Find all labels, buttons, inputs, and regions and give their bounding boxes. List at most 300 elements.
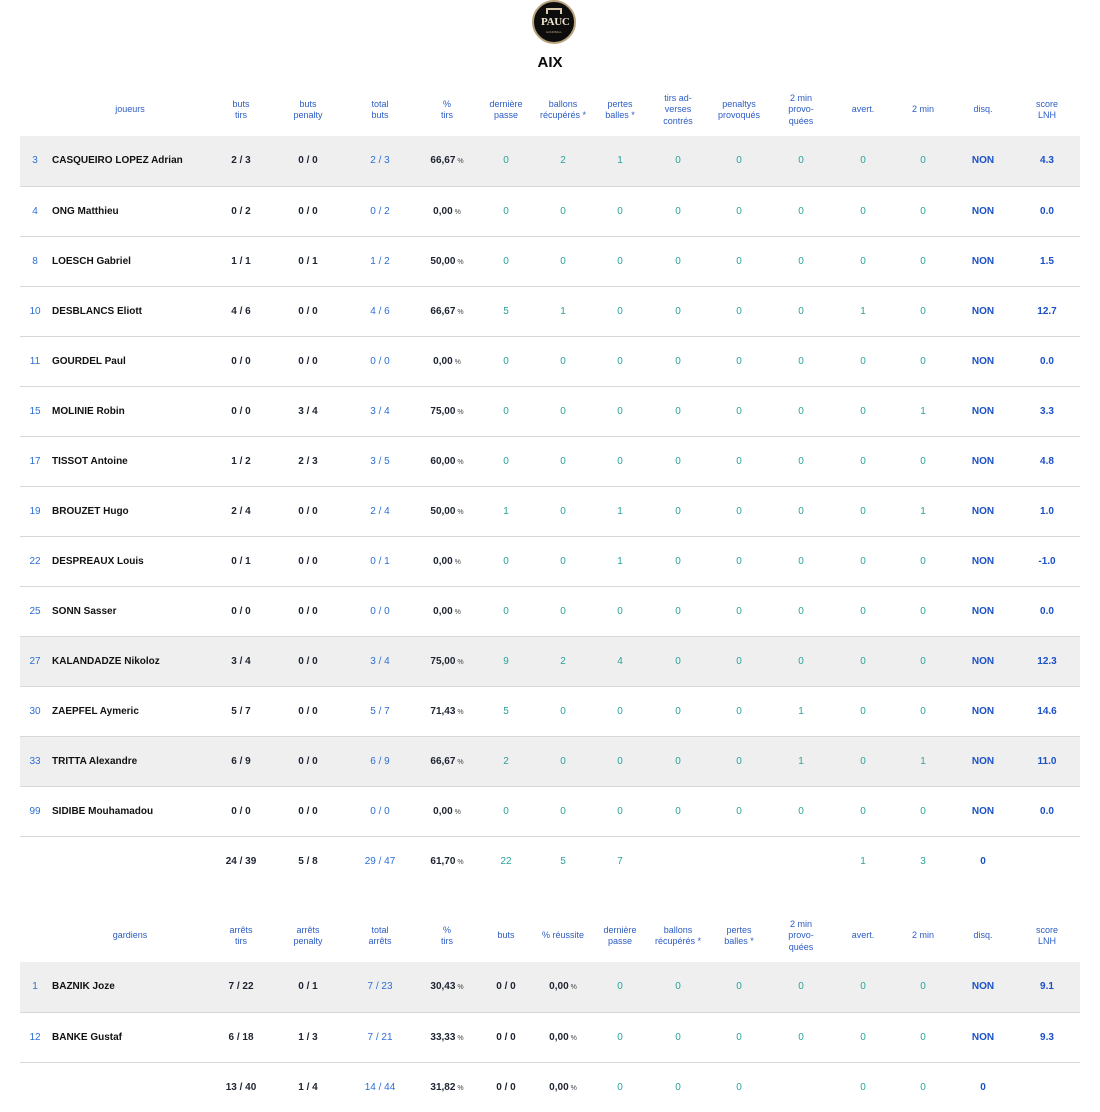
players-ballons-cell: 0 (534, 686, 592, 736)
players-derniere_passe-cell: 5 (478, 686, 534, 736)
players-pct-cell-value: 0,00 (433, 355, 453, 367)
logo-subtext: HANDBALL (546, 30, 562, 34)
percent-unit: % (452, 808, 461, 816)
percent-unit: % (455, 408, 464, 416)
players-min_prov-cell: 1 (770, 736, 832, 786)
players-penaltys_prov-cell: 0 (708, 336, 770, 386)
keepers-disq-cell: NON (952, 1012, 1014, 1062)
players-row (20, 436, 1080, 486)
players-buts_penalty-cell: 2 / 3 (272, 436, 344, 486)
players-score-cell: 14.6 (1014, 686, 1080, 736)
keepers-header-9: ballons récupérés * (654, 924, 702, 946)
keepers-disq-cell: 0 (980, 1081, 986, 1093)
players-header-12: avert. (851, 104, 875, 115)
keepers-reussite-cell-value: 0,00 (549, 1031, 569, 1043)
players-pertes-cell: 0 (592, 386, 648, 436)
players-num-cell: 8 (20, 236, 50, 286)
players-pct-cell (416, 586, 478, 636)
players-score-cell: 4.3 (1014, 136, 1080, 186)
players-pertes-cell: 0 (592, 586, 648, 636)
players-buts_tirs-cell: 0 / 0 (210, 386, 272, 436)
keepers-totals-row (20, 1062, 1080, 1112)
players-disq-cell: NON (952, 486, 1014, 536)
players-name-cell: LOESCH Gabriel (50, 236, 210, 286)
players-deux_min-cell: 3 (920, 855, 926, 867)
players-buts_penalty-cell: 5 / 8 (298, 855, 318, 867)
players-avert-cell: 0 (832, 636, 894, 686)
players-buts_penalty-cell: 0 / 0 (272, 136, 344, 186)
players-disq-cell: NON (952, 336, 1014, 386)
players-buts_penalty-cell: 0 / 0 (272, 786, 344, 836)
players-derniere_passe-cell: 0 (478, 386, 534, 436)
players-min_prov-cell: 0 (770, 536, 832, 586)
players-buts_tirs-cell: 1 / 1 (210, 236, 272, 286)
players-empty-cell (1014, 836, 1080, 886)
players-buts_penalty-cell: 0 / 0 (272, 636, 344, 686)
players-penaltys_prov-cell: 0 (708, 436, 770, 486)
players-row (20, 136, 1080, 186)
keepers-deux_min-cell: 0 (894, 962, 952, 1012)
percent-unit: % (452, 358, 461, 366)
players-derniere_passe-cell: 5 (478, 286, 534, 336)
keepers-arrets_tirs-cell: 7 / 22 (210, 962, 272, 1012)
players-total_buts-cell: 0 / 0 (344, 586, 416, 636)
players-row (20, 386, 1080, 436)
players-row (20, 486, 1080, 536)
players-total_buts-cell: 5 / 7 (344, 686, 416, 736)
players-pertes-cell: 1 (592, 486, 648, 536)
players-empty-cell (20, 836, 50, 886)
keepers-score-cell: 9.1 (1014, 962, 1080, 1012)
percent-unit: % (455, 858, 464, 866)
percent-unit: % (455, 308, 464, 316)
keepers-header-1: gardiens (112, 930, 148, 941)
players-ballons-cell: 0 (534, 786, 592, 836)
players-buts_tirs-cell: 24 / 39 (225, 855, 257, 867)
keepers-header-13: 2 min (911, 930, 934, 941)
players-num-cell: 99 (20, 786, 50, 836)
players-avert-cell: 0 (832, 486, 894, 536)
percent-unit: % (452, 558, 461, 566)
keepers-reussite-cell (534, 962, 592, 1012)
players-header-4: total buts (371, 98, 389, 120)
players-avert-cell: 0 (832, 436, 894, 486)
players-total_buts-cell: 1 / 2 (344, 236, 416, 286)
players-disq-cell: 0 (980, 855, 986, 867)
players-avert-cell: 0 (832, 336, 894, 386)
players-buts_penalty-cell: 0 / 0 (272, 186, 344, 236)
players-name-cell: BROUZET Hugo (50, 486, 210, 536)
team-logo (532, 0, 576, 44)
players-pct-cell-value: 0,00 (433, 205, 453, 217)
players-min_prov-cell: 0 (770, 236, 832, 286)
players-pct-cell-value: 0,00 (433, 805, 453, 817)
keepers-header-14: disq. (973, 930, 993, 941)
keepers-buts-cell: 0 / 0 (496, 1081, 516, 1093)
players-pct-cell (416, 236, 478, 286)
players-buts_tirs-cell: 4 / 6 (210, 286, 272, 336)
players-row (20, 186, 1080, 236)
players-name-cell: ZAEPFEL Aymeric (50, 686, 210, 736)
players-pct-cell-value: 61,70 (430, 855, 456, 867)
players-buts_tirs-cell: 2 / 4 (210, 486, 272, 536)
players-pct-cell (416, 786, 478, 836)
percent-unit: % (455, 158, 464, 166)
players-buts_tirs-cell: 5 / 7 (210, 686, 272, 736)
players-min_prov-cell: 0 (770, 486, 832, 536)
players-empty-cell (770, 836, 832, 886)
players-num-cell: 15 (20, 386, 50, 436)
players-avert-cell: 0 (832, 686, 894, 736)
players-buts_penalty-cell: 3 / 4 (272, 386, 344, 436)
players-deux_min-cell: 0 (894, 536, 952, 586)
players-header-5: % tirs (441, 98, 453, 120)
players-min_prov-cell: 1 (770, 686, 832, 736)
players-buts_penalty-cell: 0 / 0 (272, 686, 344, 736)
players-header-11: 2 min provo- quées (788, 92, 814, 126)
players-deux_min-cell: 0 (894, 136, 952, 186)
players-header-14: disq. (973, 104, 993, 115)
keepers-arrets_tirs-cell: 13 / 40 (225, 1081, 257, 1093)
players-num-cell: 10 (20, 286, 50, 336)
players-name-cell: KALANDADZE Nikoloz (50, 636, 210, 686)
keepers-header-3: arrêts penalty (293, 924, 323, 946)
players-buts_penalty-cell: 0 / 0 (272, 586, 344, 636)
players-score-cell: 0.0 (1014, 336, 1080, 386)
players-name-cell: TRITTA Alexandre (50, 736, 210, 786)
keepers-header-12: avert. (851, 930, 875, 941)
players-min_prov-cell: 0 (770, 336, 832, 386)
players-pct-cell (416, 686, 478, 736)
players-ballons-cell: 0 (534, 386, 592, 436)
players-pertes-cell: 0 (592, 286, 648, 336)
players-deux_min-cell: 0 (894, 586, 952, 636)
players-total_buts-cell: 4 / 6 (344, 286, 416, 336)
players-pertes-cell: 0 (592, 686, 648, 736)
players-num-cell: 4 (20, 186, 50, 236)
players-total_buts-cell: 0 / 2 (344, 186, 416, 236)
players-tirs_adv-cell: 0 (648, 536, 708, 586)
logo-text: PAUC (541, 16, 570, 28)
percent-unit: % (455, 258, 464, 266)
keepers-derniere_passe-cell: 0 (592, 1012, 648, 1062)
keepers-num-cell: 12 (20, 1012, 50, 1062)
players-pertes-cell: 1 (592, 536, 648, 586)
keepers-arrets_penalty-cell: 0 / 1 (272, 962, 344, 1012)
keepers-header-11: 2 min provo- quées (788, 918, 814, 952)
percent-unit: % (455, 658, 464, 666)
players-pertes-cell: 0 (592, 186, 648, 236)
players-penaltys_prov-cell: 0 (708, 786, 770, 836)
players-pct-cell-value: 71,43 (430, 705, 456, 717)
players-penaltys_prov-cell: 0 (708, 486, 770, 536)
keepers-avert-cell: 0 (860, 1081, 866, 1093)
players-score-cell: 12.7 (1014, 286, 1080, 336)
players-pct-cell-value: 75,00 (430, 405, 456, 417)
percent-unit: % (455, 708, 464, 716)
players-min_prov-cell: 0 (770, 586, 832, 636)
goalkeepers-table (20, 910, 1080, 1112)
keepers-empty-cell (50, 1062, 210, 1112)
players-buts_tirs-cell: 6 / 9 (210, 736, 272, 786)
keepers-reussite-cell-value: 0,00 (549, 1081, 569, 1093)
players-derniere_passe-cell: 0 (478, 186, 534, 236)
keepers-header-0 (20, 910, 50, 962)
players-num-cell: 17 (20, 436, 50, 486)
players-totals-row (20, 836, 1080, 886)
players-derniere_passe-cell: 0 (478, 136, 534, 186)
players-total_buts-cell: 0 / 0 (344, 336, 416, 386)
players-name-cell: DESPREAUX Louis (50, 536, 210, 586)
keepers-derniere_passe-cell: 0 (617, 1081, 623, 1093)
keepers-header-5: % tirs (441, 924, 453, 946)
percent-unit: % (455, 758, 464, 766)
players-disq-cell: NON (952, 386, 1014, 436)
players-pertes-cell: 0 (592, 736, 648, 786)
players-buts_tirs-cell: 1 / 2 (210, 436, 272, 486)
players-buts_penalty-cell: 0 / 0 (272, 286, 344, 336)
players-derniere_passe-cell: 22 (500, 855, 512, 867)
keepers-header-4: total arrêts (368, 924, 392, 946)
keepers-arrets_penalty-cell: 1 / 4 (298, 1081, 318, 1093)
keepers-arrets_penalty-cell: 1 / 3 (272, 1012, 344, 1062)
players-tirs_adv-cell: 0 (648, 336, 708, 386)
players-pertes-cell: 0 (592, 786, 648, 836)
players-deux_min-cell: 1 (894, 386, 952, 436)
players-disq-cell: NON (952, 536, 1014, 586)
players-deux_min-cell: 0 (894, 236, 952, 286)
players-ballons-cell: 0 (534, 186, 592, 236)
players-pct-cell-value: 0,00 (433, 555, 453, 567)
players-ballons-cell: 0 (534, 486, 592, 536)
players-header-3: buts penalty (293, 98, 323, 120)
players-num-cell: 30 (20, 686, 50, 736)
players-derniere_passe-cell: 0 (478, 336, 534, 386)
players-tirs_adv-cell: 0 (648, 236, 708, 286)
keepers-empty-cell (770, 1062, 832, 1112)
players-pertes-cell: 0 (592, 236, 648, 286)
players-header-8: pertes balles * (605, 98, 635, 120)
players-derniere_passe-cell: 0 (478, 236, 534, 286)
keepers-pct-cell (416, 962, 478, 1012)
players-header-13: 2 min (911, 104, 934, 115)
players-score-cell: 0.0 (1014, 186, 1080, 236)
players-score-cell: -1.0 (1014, 536, 1080, 586)
players-avert-cell: 0 (832, 736, 894, 786)
players-header-0 (20, 84, 50, 136)
players-disq-cell: NON (952, 436, 1014, 486)
players-header-1: joueurs (115, 104, 145, 115)
players-tirs_adv-cell: 0 (648, 736, 708, 786)
players-buts_tirs-cell: 3 / 4 (210, 636, 272, 686)
keepers-row (20, 962, 1080, 1012)
players-pct-cell-value: 50,00 (430, 255, 456, 267)
keepers-header-8: dernière passe (603, 924, 637, 946)
players-derniere_passe-cell: 1 (478, 486, 534, 536)
players-pertes-cell: 7 (617, 855, 623, 867)
players-name-cell: SIDIBE Mouhamadou (50, 786, 210, 836)
keepers-buts-cell: 0 / 0 (478, 1012, 534, 1062)
keepers-deux_min-cell: 0 (894, 1012, 952, 1062)
players-header-9: tirs ad- verses contrés (663, 92, 693, 126)
players-disq-cell: NON (952, 586, 1014, 636)
keepers-arrets_tirs-cell: 6 / 18 (210, 1012, 272, 1062)
players-row (20, 536, 1080, 586)
percent-unit: % (452, 608, 461, 616)
keepers-disq-cell: NON (952, 962, 1014, 1012)
keepers-num-cell: 1 (20, 962, 50, 1012)
players-pct-cell-value: 75,00 (430, 655, 456, 667)
keepers-avert-cell: 0 (832, 962, 894, 1012)
players-pct-cell (416, 136, 478, 186)
players-penaltys_prov-cell: 0 (708, 136, 770, 186)
players-min_prov-cell: 0 (770, 136, 832, 186)
percent-unit: % (455, 458, 464, 466)
players-num-cell: 22 (20, 536, 50, 586)
keepers-pct-cell (416, 1012, 478, 1062)
players-buts_penalty-cell: 0 / 1 (272, 236, 344, 286)
players-buts_penalty-cell: 0 / 0 (272, 336, 344, 386)
players-score-cell: 1.5 (1014, 236, 1080, 286)
players-pct-cell (416, 286, 478, 336)
players-name-cell: DESBLANCS Eliott (50, 286, 210, 336)
goalkeepers-header-row (20, 910, 1080, 962)
players-pct-cell-value: 66,67 (430, 155, 456, 167)
players-score-cell: 3.3 (1014, 386, 1080, 436)
players-deux_min-cell: 0 (894, 436, 952, 486)
players-penaltys_prov-cell: 0 (708, 536, 770, 586)
players-deux_min-cell: 0 (894, 786, 952, 836)
players-min_prov-cell: 0 (770, 386, 832, 436)
players-disq-cell: NON (952, 136, 1014, 186)
players-disq-cell: NON (952, 686, 1014, 736)
players-table (20, 84, 1080, 886)
players-ballons-cell: 1 (534, 286, 592, 336)
players-avert-cell: 1 (860, 855, 866, 867)
players-derniere_passe-cell: 9 (478, 636, 534, 686)
players-disq-cell: NON (952, 236, 1014, 286)
keepers-ballons-cell: 0 (648, 962, 708, 1012)
players-min_prov-cell: 0 (770, 786, 832, 836)
players-name-cell: MOLINIE Robin (50, 386, 210, 436)
players-pct-cell (416, 386, 478, 436)
players-total_buts-cell: 3 / 4 (344, 386, 416, 436)
keepers-total_arrets-cell: 7 / 21 (344, 1012, 416, 1062)
players-total_buts-cell: 3 / 5 (344, 436, 416, 486)
players-buts_tirs-cell: 2 / 3 (210, 136, 272, 186)
players-disq-cell: NON (952, 636, 1014, 686)
players-pct-cell (416, 836, 478, 886)
players-avert-cell: 0 (832, 186, 894, 236)
players-tirs_adv-cell: 0 (648, 436, 708, 486)
players-penaltys_prov-cell: 0 (708, 186, 770, 236)
keepers-pct-cell-value: 31,82 (430, 1081, 456, 1093)
players-num-cell: 27 (20, 636, 50, 686)
keepers-reussite-cell-value: 0,00 (549, 981, 569, 993)
players-derniere_passe-cell: 2 (478, 736, 534, 786)
players-total_buts-cell: 29 / 47 (364, 855, 396, 867)
players-score-cell: 1.0 (1014, 486, 1080, 536)
players-ballons-cell: 0 (534, 436, 592, 486)
players-tirs_adv-cell: 0 (648, 186, 708, 236)
players-total_buts-cell: 0 / 0 (344, 786, 416, 836)
team-name: AIX (537, 54, 563, 71)
team-header (0, 0, 1100, 80)
players-tirs_adv-cell: 0 (648, 586, 708, 636)
players-empty-cell (648, 836, 708, 886)
percent-unit: % (455, 984, 464, 992)
keepers-deux_min-cell: 0 (920, 1081, 926, 1093)
players-avert-cell: 0 (832, 236, 894, 286)
players-avert-cell: 1 (832, 286, 894, 336)
players-min_prov-cell: 0 (770, 436, 832, 486)
keepers-header-15: score LNH (1035, 924, 1058, 946)
players-pct-cell-value: 66,67 (430, 755, 456, 767)
keepers-reussite-cell (534, 1062, 592, 1112)
players-deux_min-cell: 0 (894, 186, 952, 236)
percent-unit: % (568, 984, 577, 992)
players-buts_tirs-cell: 0 / 2 (210, 186, 272, 236)
players-derniere_passe-cell: 0 (478, 586, 534, 636)
players-disq-cell: NON (952, 786, 1014, 836)
players-deux_min-cell: 0 (894, 636, 952, 686)
percent-unit: % (568, 1034, 577, 1042)
players-derniere_passe-cell: 0 (478, 536, 534, 586)
keepers-pertes-cell: 0 (736, 1081, 742, 1093)
keepers-score-cell: 9.3 (1014, 1012, 1080, 1062)
players-ballons-cell: 0 (534, 236, 592, 286)
players-score-cell: 0.0 (1014, 786, 1080, 836)
players-deux_min-cell: 0 (894, 286, 952, 336)
players-pertes-cell: 0 (592, 336, 648, 386)
players-penaltys_prov-cell: 0 (708, 586, 770, 636)
keepers-pct-cell-value: 30,43 (430, 981, 456, 993)
players-num-cell: 33 (20, 736, 50, 786)
players-penaltys_prov-cell: 0 (708, 236, 770, 286)
players-pct-cell (416, 636, 478, 686)
players-avert-cell: 0 (832, 386, 894, 436)
players-total_buts-cell: 6 / 9 (344, 736, 416, 786)
players-pct-cell-value: 60,00 (430, 455, 456, 467)
keepers-header-10: pertes balles * (724, 924, 754, 946)
keepers-empty-cell (1014, 1062, 1080, 1112)
players-ballons-cell: 0 (534, 586, 592, 636)
players-num-cell: 3 (20, 136, 50, 186)
keepers-header-6: buts (497, 930, 515, 941)
keepers-ballons-cell: 0 (648, 1012, 708, 1062)
players-header-row (20, 84, 1080, 136)
players-score-cell: 11.0 (1014, 736, 1080, 786)
players-row (20, 336, 1080, 386)
keepers-row (20, 1012, 1080, 1062)
keepers-empty-cell (20, 1062, 50, 1112)
players-num-cell: 19 (20, 486, 50, 536)
keepers-pertes-cell: 0 (708, 1012, 770, 1062)
players-pct-cell-value: 50,00 (430, 505, 456, 517)
players-total_buts-cell: 0 / 1 (344, 536, 416, 586)
players-pct-cell-value: 0,00 (433, 605, 453, 617)
players-penaltys_prov-cell: 0 (708, 286, 770, 336)
players-tirs_adv-cell: 0 (648, 686, 708, 736)
keepers-pct-cell (416, 1062, 478, 1112)
players-disq-cell: NON (952, 286, 1014, 336)
players-min_prov-cell: 0 (770, 286, 832, 336)
players-header-15: score LNH (1035, 98, 1058, 120)
players-total_buts-cell: 2 / 3 (344, 136, 416, 186)
percent-unit: % (455, 1034, 464, 1042)
players-deux_min-cell: 1 (894, 736, 952, 786)
players-num-cell: 25 (20, 586, 50, 636)
